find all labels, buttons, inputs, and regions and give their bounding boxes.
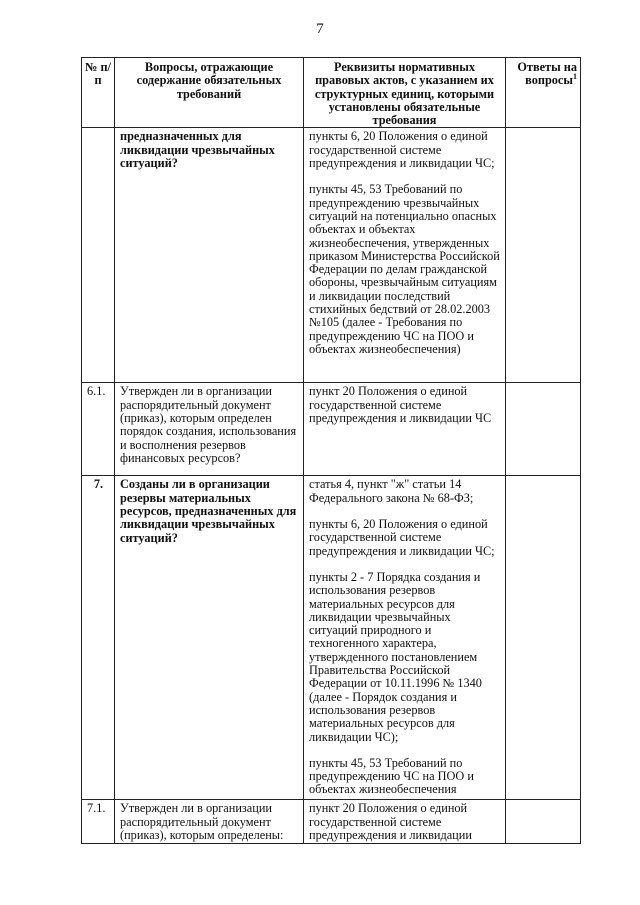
row-legal-refs (304, 383, 506, 476)
header-answers-label: Ответы на вопросы (517, 60, 577, 88)
row-answer[interactable] (506, 383, 581, 476)
row-legal-refs (304, 800, 506, 844)
footnote-marker: 1 (573, 72, 577, 82)
legal-ref: статья 4, пункт "ж" статьи 14 Федерального закона № 68-ФЗ; (309, 477, 474, 505)
row-question: предназначенных для ликвидации чрезвычайных ситуаций? (115, 128, 304, 383)
legal-ref: пункты 45, 53 Требований по предупреждению чрезвычайных ситуаций на потенциально опасных объектах и объектах жизнеобеспечения, утвержденных приказом Министерства Российской Федерации по делам гражданской обороны, чрезвычайным ситуациям и ликвидации последствий стихийных бедствий от 28.02.2003 №105 (далее - Требования по предупреждению ЧС на ПОО и объектах жизнеобеспечения) (309, 182, 500, 356)
legal-ref: пункты 2 - 7 Порядка создания и использования резервов материальных ресурсов для ликвидации чрезвычайных ситуаций природного и техногенного характера, утвержденного постановлением Правительства Российской Федерации от 10.11.1996 № 1340 (далее - Порядок создания и использования резервов материальных ресурсов для ликвидации ЧС); (309, 569, 482, 744)
legal-ref: пункт 20 Положения о единой государственной системе предупреждения и ликвидации (309, 801, 472, 843)
row-number: 7.1. (82, 800, 115, 844)
requirements-table (81, 57, 581, 844)
row-number: 7. (82, 476, 115, 800)
row-number (82, 128, 115, 383)
table-row (82, 476, 581, 800)
row-legal-refs (304, 476, 506, 800)
table-row (82, 128, 581, 383)
row-legal-refs (304, 128, 506, 383)
table-row (82, 383, 581, 476)
row-question: Утвержден ли в организации распорядительный документ (приказ), которым определены: (115, 800, 304, 844)
header-questions: Вопросы, отражающие содержание обязательных требований (115, 58, 304, 128)
legal-ref: пункты 45, 53 Требований по предупреждению ЧС на ПОО и объектах жизнеобеспечения (309, 755, 474, 797)
row-question: Утвержден ли в организации распорядительный документ (приказ), которым определен порядок создания, использования и восполнения резервов финансовых ресурсов? (115, 383, 304, 476)
header-answers (506, 58, 581, 128)
row-number: 6.1. (82, 383, 115, 476)
row-answer[interactable] (506, 800, 581, 844)
legal-ref: пункт 20 Положения о единой государственной системе предупреждения и ликвидации ЧС (309, 384, 492, 426)
table-header-row (82, 58, 581, 128)
legal-ref: пункты 6, 20 Положения о единой государственной системе предупреждения и ликвидации ЧС; (309, 129, 495, 171)
row-answer[interactable] (506, 476, 581, 800)
legal-ref: пункты 6, 20 Положения о единой государственной системе предупреждения и ликвидации ЧС; (309, 517, 495, 558)
page-number: 7 (316, 21, 324, 37)
row-question: Созданы ли в организации резервы материальных ресурсов, предназначенных для ликвидации чрезвычайных ситуаций? (115, 476, 304, 800)
table-row (82, 800, 581, 844)
row-answer[interactable] (506, 128, 581, 383)
header-legal-refs: Реквизиты нормативных правовых актов, с указанием их структурных единиц, которыми установлены обязательные требования (304, 58, 506, 128)
header-number: № п/п (82, 58, 115, 128)
